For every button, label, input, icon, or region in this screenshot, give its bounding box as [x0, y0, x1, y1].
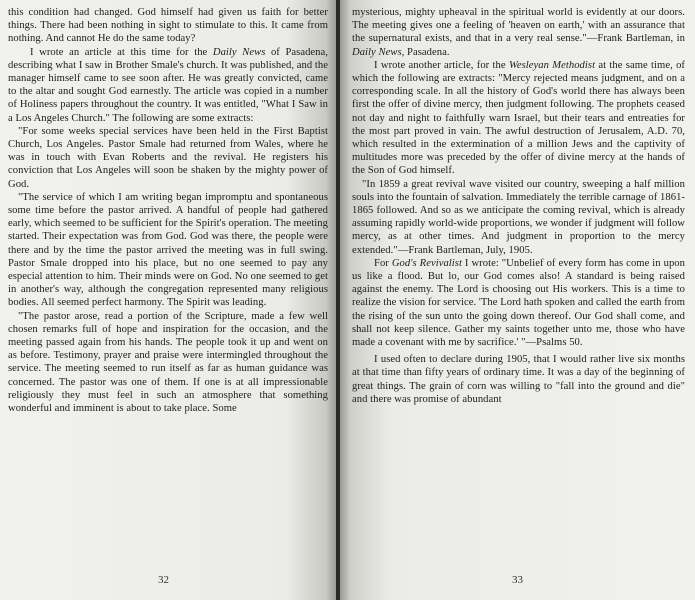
page-number-left: 32 [158, 574, 169, 586]
quote-paragraph: "The pastor arose, read a portion of the Scripture, made a few well chosen remarks full of hope and inspiration for the occasion, and the meeting passed again from his hands. The people took it up and went on as before. Testimony, prayer and praise were intermingled throughout the service. The meeting seemed to run itself as far as human guidance was concerned. The pastor was one of them. If one is at all impressionable religiously they must feel in such an atmosphere that something wonderful and imminent is about to take place. Some [8, 310, 328, 415]
text-run: I wrote an article at this time for the [30, 46, 213, 58]
text-run: mysterious, mighty upheaval in the spiritual world is evidently at our doors. The meeting gives one a feeling of 'heaven on earth,' with an assurance that the supernatural exists, and that in a very real sense."—Frank Bartleman, in [352, 7, 685, 45]
left-page [0, 0, 336, 600]
italic-title: Wesleyan Methodist [508, 59, 596, 71]
text-run: I wrote: "Unbelief of every form has come in upon us like a flood. But lo, our God comes also! A standard is being raised against the enemy. The Lord is choosing out His workers. This is a time to realize the vision for service. 'The Lord hath spoken and called the earth from the rising of the sun unto the going down thereof. Our God shall come, and shall not keep silence. Gather my saints together unto me, those who have made a covenant with me by sacrifice.' "—Psalms 50. [352, 257, 685, 349]
italic-title: Daily News [212, 46, 266, 58]
paragraph [352, 257, 685, 349]
text-run: at the same time, of which the following are extracts: "Mercy rejected means judgment, and on a corresponding scale. In all the history of God's world there has always been first the offer of divine mercy, then judgment following. The prophets ceased not day and night to faithfully warn Israel, but their tears and entreaties for the most part proved in vain. The awful destruction of Jerusalem, A.D. 70, which resulted in the extermination of a million Jews and the captivity of multitudes more was preceded by the offer of divine mercy at the hands of the Son of God himself. [352, 59, 685, 177]
right-page-text [352, 6, 685, 406]
paragraph: this condition had changed. God himself had given us faith for better things. There had been nothing in sight to stimulate to this. It came from nothing. And cannot He do the same today? [8, 7, 328, 45]
quote-paragraph: "The service of which I am writing began impromptu and spontaneous some time before the pastor arrived. A handful of people had gathered early, which seemed to be sufficient for the Spirit's operation. The meeting started. Their expectation was from God. God was there, the people were there and by the time the pastor arrived the meeting was in full swing. Pastor Smale dropped into his place, but no one seemed to pay any especial attention to him. Their minds were on God. No one seemed to get in another's way, although the congregation represented many religious bodies. All seemed perfect harmony. The Spirit was leading. [8, 191, 328, 309]
left-page-text [8, 6, 328, 415]
text-run: I wrote another article, for the [374, 59, 509, 71]
page-number-right: 33 [512, 574, 523, 586]
paragraph [352, 59, 685, 178]
right-page [340, 0, 695, 600]
text-run: , Pasadena. [401, 46, 450, 58]
text-run: For [374, 257, 392, 269]
text-run: of Pasadena, describing what I saw in Brother Smale's church. It was published, and the manager himself came to see soon after. He was greatly convicted, came to the altar and sought God earnestly. The article was copied in a number of Holiness papers throughout the country. It was entitled, "What I Saw in a Los Angeles Church." The following are some extracts: [8, 46, 328, 124]
italic-title: Daily News [352, 46, 402, 58]
paragraph: I used often to declare during 1905, that I would rather live six months at that time than fifty years of ordinary time. It was a day of the beginning of great things. The grain of corn was willing to "fall into the ground and die" and there was promise of abundant [352, 354, 685, 405]
quote-paragraph: "For some weeks special services have been held in the First Baptist Church, Los Angeles. Pastor Smale had returned from Wales, where he was in touch with Evan Roberts and the revival. He registers his conviction that Los Angeles will soon be shaken by the mighty power of God. [8, 125, 328, 190]
quote-paragraph: "In 1859 a great revival wave visited our country, sweeping a half million souls into the fountain of salvation. Immediately the terrible carnage of 1861-1865 followed. And so as we anticipate the coming revival, which is already assuming rapidly world-wide proportions, we wonder if judgment will follow mercy, as at other times. And judgment in proportion to the mercy extended."—Frank Bartleman, July, 1905. [352, 178, 685, 256]
paragraph [8, 46, 328, 125]
paragraph [352, 6, 685, 59]
italic-title: God's Revivalist [391, 257, 462, 269]
